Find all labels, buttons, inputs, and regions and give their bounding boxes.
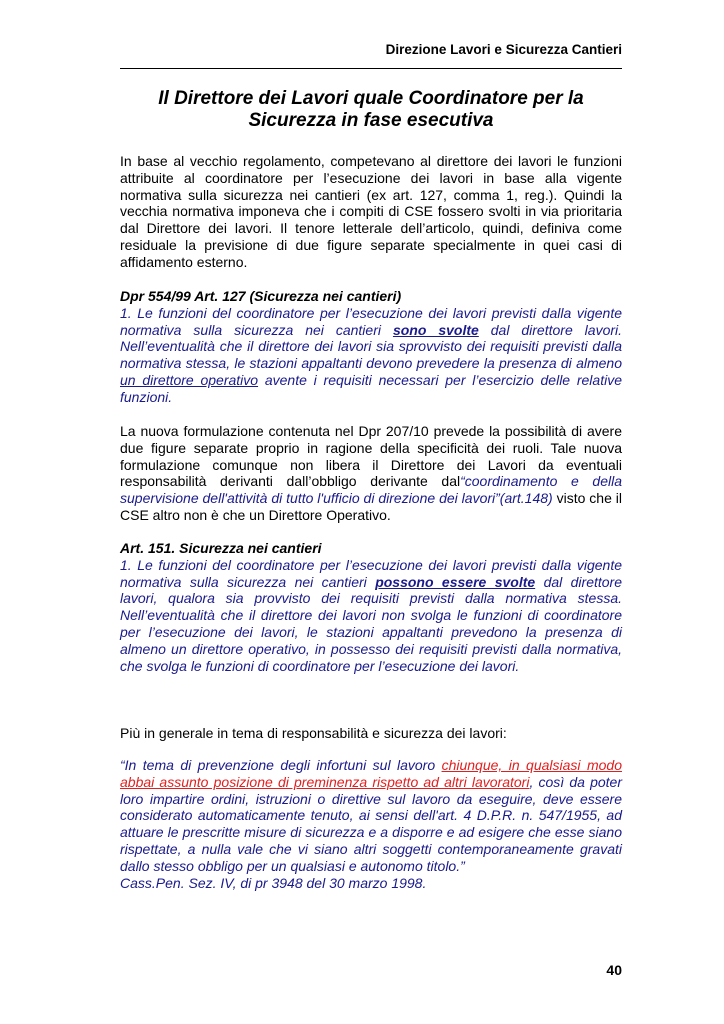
para2-text-b: visto che il CSE altro non è che un Direttore Operativo.	[120, 490, 623, 523]
intro-paragraph: In base al vecchio regolamento, competevano al direttore dei lavori le funzioni attribuite al coordinatore per l’esecuzione dei lavori in base alla vigente normativa sulla sicurezza nei cantieri (ex art. 127, comma 1, reg.). Quindi la vecchia normativa imponeva che i compiti di CSE fossero svolti in via prioritaria dal Direttore dei lavori. Il tenore letterale dell’articolo, quindi, definiva come residuale la previsione di due figure separate specialmente in quei casi di affidamento esterno.	[120, 153, 622, 270]
quote-block	[120, 757, 622, 891]
art151-text	[120, 557, 622, 675]
title-line-2: Sicurezza in fase esecutiva	[248, 110, 494, 131]
quote-text-a: “In tema di prevenzione degli infortuni sul lavoro	[120, 757, 442, 773]
paragraph-2	[120, 423, 622, 524]
art151-text-a: 1. Le funzioni del coordinatore per l’esecuzione dei lavori previsti dalla vigente normativa sulla sicurezza nei cantieri	[120, 556, 622, 590]
art151-emphasis: possono essere svolte	[375, 573, 536, 590]
title-line-1: Il Direttore dei Lavori quale Coordinatore per la	[158, 88, 584, 109]
art127-heading: Dpr 554/99 Art. 127 (Sicurezza nei cantieri)	[120, 288, 402, 304]
art151-section	[120, 540, 622, 674]
art127-emphasis: sono svolte	[392, 321, 479, 338]
art127-underlined: un direttore operativo	[120, 371, 259, 388]
page-title	[120, 88, 622, 132]
paragraph-3: Più in generale in tema di responsabilità e sicurezza dei lavori:	[120, 725, 507, 741]
para2-text-a: La nuova formulazione contenuta nel Dpr 207/10 prevede la possibilità di avere due figure separate proprio in ragione della specificità dei ruoli. Tale nuova formulazione comunque non libera il Direttore dei Lavori da eventuali responsabilità derivanti dall’obbligo derivante dal	[120, 423, 622, 490]
art127-text-c: avente i requisiti necessari per l’esercizio delle relative funzioni.	[120, 371, 622, 405]
art151-text-b: dal direttore lavori, qualora sia provvisto dei requisiti previsti dalla normativa stessa. Nell’eventualità che il direttore dei lavori non svolga le funzioni di coordinatore per l’esecuzione dei lavori, le stazioni appaltanti prevedono la presenza di almeno un direttore operativo, in possesso dei requisiti previsti dalla normativa, che svolga le funzioni di coordinatore per l’esecuzione dei lavori.	[120, 573, 623, 674]
quote-text-b: , così da poter loro impartire ordini, istruzioni o direttive sul lavoro da eseguire, deve essere considerato automaticamente tenuto, ai sensi dell'art. 4 D.P.R. n. 547/1955, ad attuare le prescritte misure di sicurezza e a disporre e ad esigere che esse siano rispettate, a nulla vale che vi siano altri soggetti contemporaneamente gravati dallo stesso obbligo per un qualsiasi e autonomo titolo.”	[120, 773, 623, 874]
running-header: Direzione Lavori e Sicurezza Cantieri	[385, 42, 622, 57]
para2-quote: “coordinamento e della supervisione dell'attività di tutto l'ufficio di direzione dei lavori”(art.148)	[120, 473, 622, 507]
art127-text	[120, 305, 622, 406]
quote-highlight: chiunque, in qualsiasi modo abbai assunto posizione di preminenza rispetto ad altri lavoratori	[120, 757, 622, 790]
page-number: 40	[606, 962, 622, 978]
art127-text-b: dal direttore lavori. Nell’eventualità che il direttore dei lavori sia sprovvisto dei requisiti previsti dalla normativa stessa, le stazioni appaltanti devono prevedere la presenza di almeno	[120, 321, 623, 372]
art127-text-a: 1. Le funzioni del coordinatore per l’esecuzione dei lavori previsti dalla vigente normativa sulla sicurezza nei cantieri	[120, 304, 622, 338]
header-rule	[120, 68, 622, 69]
quote-text	[120, 757, 622, 875]
art151-heading: Art. 151. Sicurezza nei cantieri	[120, 540, 322, 556]
art127-section	[120, 288, 622, 406]
quote-citation: Cass.Pen. Sez. IV, di pr 3948 del 30 marzo 1998.	[120, 874, 427, 891]
